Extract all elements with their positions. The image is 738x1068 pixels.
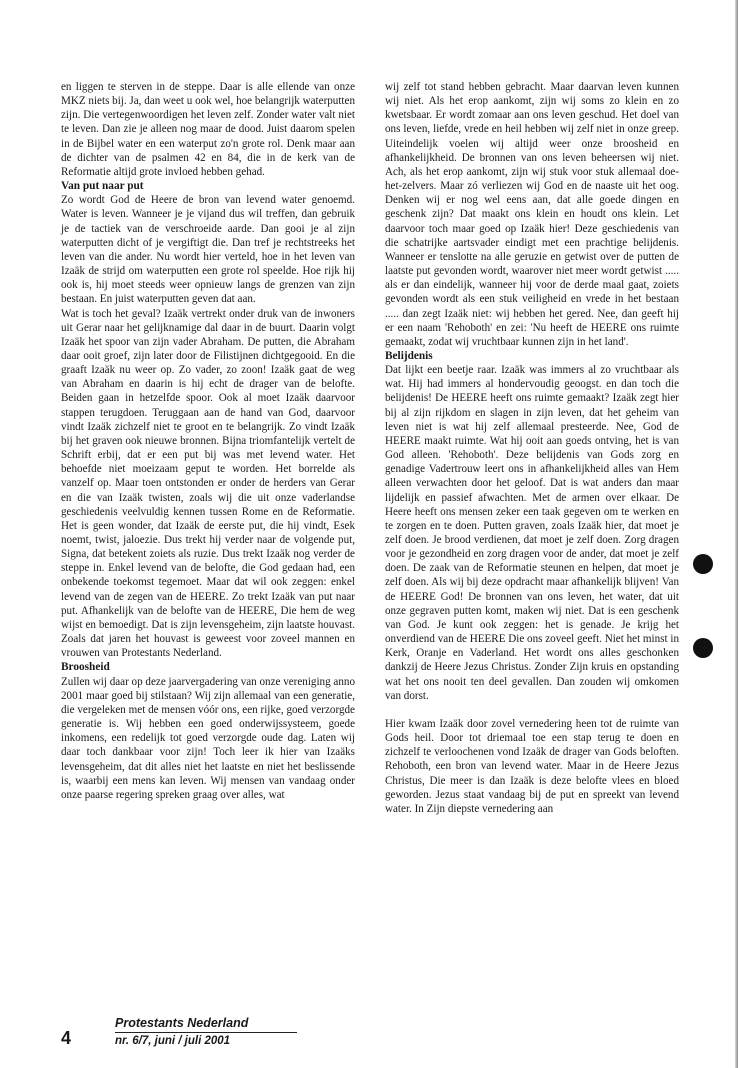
- footer: [115, 1016, 297, 1049]
- paragraph: wij zelf tot stand hebben gebracht. Maar daarvan leven kunnen wij niet. Als het erop aankomt, zijn wij soms zo klein en zo kwetsbaar. Er wordt zomaar aan ons leven geschud. Het doel van ons leven, liefde, vrede en heil hebben wij zelf niet in onze greep. Uiteindelijk voelen wij altijd weer onze broosheid en afhankelijkheid. De bronnen van ons leven beheersen wij niet. Ach, als het erop aankomt, zijn wij stuk voor stuk allemaal doe-het-zelvers. Maar zó verliezen wij God en de naaste uit het oog. Denken wij er nog wel eens aan, dat alle goede dingen en geschenk zijn? Dat maakt ons klein en houdt ons klein. Let daarvoor toch maar goed op Izaäk hier! Deze geschiedenis van die schatrijke aartsvader eindigt met een prachtige belijdenis. Wanneer er tenslotte na alle geruzie en getwist over de putten de laatste put gevonden wordt, waarover niet meer wordt getwist ..... als er dan eindelijk, wanneer hij voor de derde maal gaat, zoiets gevonden wordt als een stuk veiligheid en vrede in het bestaan ..... dan zegt Izaäk niet: wij hebben het gered. Nee, dan geeft hij er een naam 'Rehoboth' en zei: 'Nu heeft de HEERE ons ruimte gemaakt, zodat wij vruchtbaar kunnen zijn in het land'.: [385, 81, 679, 348]
- section-heading: Belijdenis: [385, 349, 433, 362]
- paragraph: Zullen wij daar op deze jaarvergadering van onze vereniging anno 2001 maar goed bij stilstaan? Wij zijn allemaal van een generatie, die vergeleken met de mensen vóór ons, een rijke, goed verzorgde generatie is. Wij hebben een goed onderwijssysteem, goede inkomens, een redelijk tot goed verzorgde oude dag. Laten wij daar toch dankbaar voor zijn! Toch leer ik hier van Izaäks levensgeheim, dat dit alles niet het laatste en niet het beslissende is, waarbij een mens kan leven. Wij mensen van vandaag onder onze paarse regering spreken graag over alles, wat: [61, 675, 355, 801]
- punch-hole-lower: [693, 638, 713, 658]
- page-number: 4: [61, 1028, 72, 1048]
- right-column: [385, 80, 679, 816]
- paragraph: Wat is toch het geval? Izaäk vertrekt onder druk van de inwoners uit Gerar naar het gelijknamige dal daar in de buurt. Daarin volgt Izaäk het spoor van zijn vader Abraham. De putten, die Abraham daar ooit groef, zijn later door de Filistijnen dichtgegooid. En die graaft Izaäk nu weer op. Zo vader, zo zoon! Izaäk gaat de weg van Abraham en daarin is hij echt de drager van de belofte. Beiden gaan in hetzelfde spoor. Ook al moet Izaäk daarvoor stappen terugdoen. Teruggaan aan de hand van God, daarvoor vindt Izaäk zichzelf niet te groot en te belangrijk. Zo vindt Izaäk bij het graven ook nieuwe bronnen. Bijna triomfantelijk vertelt de Schrift erbij, dat er een put bij was met levend water. Het behoefde niet moeizaam geput te worden. Het borrelde als vanzelf op. Maar toen ontstonden er onder de herders van Gerar en die van Izaäk twisten, zoals wij die uit onze vaderlandse geschiedenis veelvuldig kennen tussen Rome en de Reformatie. Het is geen wonder, dat Izaäk de eerste put, die hij vindt, Esek noemt, twist, jaloezie. Dus trekt hij verder naar de volgende put, Signa, dat betekent zoiets als ruzie. Dus trekt Izaäk nog verder de steppe in. Enkel levend van de belofte, die God gedaan had, een onbekende toekomst tegemoet. Maar dat wil ook zeggen: enkel levend van de zegen van de HEERE. Zo trekt Izaäk van put naar put. Afhankelijk van de belofte van de HEERE, Die hem de weg wijst en bemoedigt. Dat is zijn levensgeheim, zijn laatste houvast. Zoals dat jaren het houvast is geweest voor zoveel mannen en vrouwen van Protestants Nederland.: [61, 307, 355, 660]
- punch-hole-upper: [693, 554, 713, 574]
- paragraph: Hier kwam Izaäk door zovel vernedering heen tot de ruimte van Gods heil. Door tot driemaal toe een stap terug te doen en zichzelf te verloochenen vond Izaäk de drager van Gods beloften. Rehoboth, een bron van levend water. Maar in de Heere Jezus Christus, Die meer is dan Izaäk is deze belofte vlees en bloed geworden. Jezus staat vandaag bij de put en spreekt van levend water. In Zijn diepste vernedering aan: [385, 717, 679, 815]
- paragraph-gap: [385, 703, 679, 717]
- issue-info: nr. 6/7, juni / juli 2001: [115, 1035, 231, 1047]
- paragraph: en liggen te sterven in de steppe. Daar is alle ellende van onze MKZ niets bij. Ja, dan weet u ook wel, hoe belangrijk waterputten zijn. Die vertegenwoordigen het leven zelf. Zonder water valt niet te leven. Dan zie je alleen nog maar de dood. Juist daarom spelen in de Bijbel water en een waterput zo'n grote rol. Denk maar aan de dichter van de psalmen 42 en 84, die in de kerk van de Reformatie altijd grote invloed hebben gehad.: [61, 81, 355, 178]
- section-heading: Van put naar put: [61, 180, 144, 193]
- section-heading: Broosheid: [61, 661, 110, 674]
- paragraph: Dat lijkt een beetje raar. Izaäk was immers al zo vruchtbaar als wat. Hij had immers al hondervoudig geoogst. en dan toch die belijdenis! De HEERE heeft ons ruimte gemaakt? Izaäk zegt hier bij al zijn rijkdom en slagen in zijn leven, dat het geheim van leven niet is wat hij zelf allemaal presteerde. Nee, God de HEERE maakt ruimte. Wat hij ooit aan goeds ontving, het is van God alleen. 'Rehoboth'. Deze belijdenis van Gods zorg en genadige Vadertrouw leert ons in afhankelijkheid alles van Hem alleen verwachten door het geloof. Dat is wat anders dan maar lijdelijk en passief afwachten. Met de armen over elkaar. De Heere heeft ons mensen zeker een taak gegeven om te werken en te zorgen en te doen. Putten graven, zoals Izaäk hier, dat moet je zelf doen. Je brood verdienen, dat moet je zelf doen. Zorg dragen voor je gezondheid en zorg dragen voor de ander, dat moet je zelf doen. De zaak van de Reformatie steunen en helpen, dat moet je zelf doen. Als wij bij deze opdracht maar afhankelijk blijven! Van de HEERE God! De bronnen van ons leven, het water, dat uit onze gegraven putten komt, maken wij niet. Dat is een geschenk van God. Je kunt ook zeggen: het is genade. Je krijg het onverdiend van de HEERE Die ons zoveel geeft. Niet het minst in Kerk, Oranje en Vaderland. Het wordt ons alles geschonken dankzij de Heere Jezus Christus. Zonder Zijn kruis en opstanding wat het ons nooit ten deel gevallen. Dan zouden wij omkomen van dorst.: [385, 364, 679, 702]
- footer-rule: [115, 1032, 297, 1033]
- publication-title: Protestants Nederland: [115, 1016, 249, 1030]
- paragraph: Zo wordt God de Heere de bron van levend water genoemd. Water is leven. Wanneer je je vijand dus wil treffen, dan gebruik je de tactiek van de verschroeide aarde. Dan gooi je al zijn waterputten dicht of je vergiftigt die. Dan tref je rechtstreeks het leven van die ander. Nu wordt hier verteld, hoe in het leven van Izaäk de strijd om waterputten een grote rol speelde. Hoe rijk hij ook is, hij moet steeds weer opnieuw langs de grenzen van zijn bestaan. En juist waterputten geven dat aan.: [61, 194, 355, 306]
- left-column: [61, 80, 355, 802]
